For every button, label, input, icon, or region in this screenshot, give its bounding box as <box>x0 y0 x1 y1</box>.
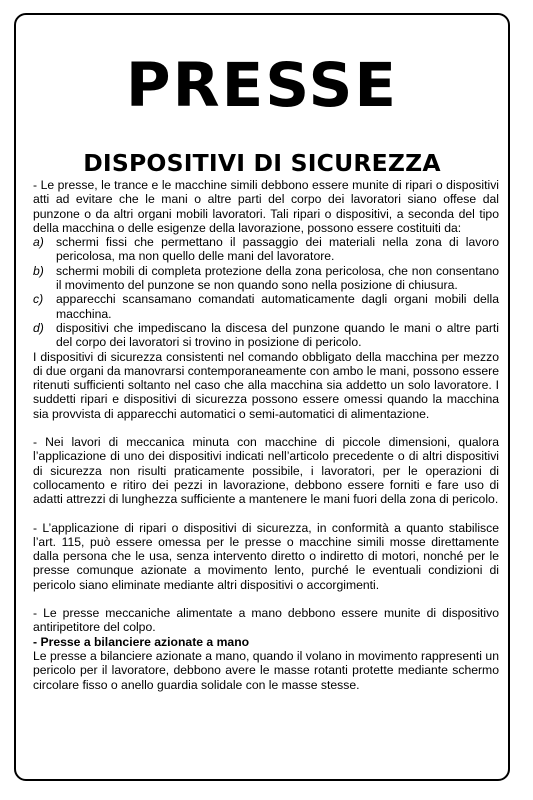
two-hands-paragraph: I dispositivi di sicurezza consistenti nel comando obbligato della macchina per mezzo di due organi da manovrarsi contemporaneamente con ambo le mani, possono essere ritenuti sufficienti soltanto nel caso che alla macchina sia addetto un solo lavoratore. I suddetti ripari e dispositivi di sicurezza possono essere omessi quando la macchina sia provvista di apparecchi automatici o semi-automatici di alimentazione. <box>33 349 499 421</box>
sign-subtitle: DISPOSITIVI DI SICUREZZA <box>83 149 441 177</box>
list-item <box>33 235 499 264</box>
list-item <box>33 264 499 293</box>
balance-presses-paragraph: Le presse a bilanciere azionate a mano, quando il volano in movimento rappresenti un pericolo per il lavoratore, debbono avere le masse rotanti protette mediante schermo circolare fisso o anello guardia solidale con le masse stesse. <box>33 648 499 692</box>
art115-paragraph: - L’applicazione di ripari o dispositivi di sicurezza, in conformità a quanto stabilisce l’art. 115, può essere omessa per le presse o macchine simili mosse direttamente dalla persona che le usa, senza intervento diretto o indiretto di motori, nonché per le presse comunque azionate a movimento lento, purché le eventuali condizioni di pericolo siano eliminate mediante altri dispositivi o accorgimenti. <box>33 520 499 592</box>
list-item-letter: d) <box>33 320 44 335</box>
mechanical-presses-paragraph: - Le presse meccaniche alimentate a mano debbono essere munite di dispositivo antiripetitore del colpo. <box>33 606 499 635</box>
balance-presses-heading: - Presse a bilanciere azionate a mano <box>33 634 250 649</box>
sign-body <box>33 178 499 692</box>
list-item-letter: c) <box>33 292 44 307</box>
list-item-text: schermi mobili di completa protezione della zona pericolosa, che non consentano il movimento del punzone se non quando sono nella posizione di chiusura. <box>56 263 499 293</box>
intro-paragraph: - Le presse, le trance e le macchine simili debbono essere munite di ripari o dispositivi atti ad evitare che le mani o altre parti del corpo dei lavoratori siano offese dal punzone o da altri organi mobili lavoratori. Tali ripari o dispositivi, a seconda del tipo della macchina o delle esigenze della lavorazione, possono essere costituiti da: <box>33 178 499 235</box>
minute-mechanics-paragraph: - Nei lavori di meccanica minuta con macchine di piccole dimensioni, qualora l’applicazione di uno dei dispositivi indicati nell’articolo precedente o di altri dispositivi di sicurezza non risulti praticamente possibile, i lavoratori, per le operazioni di collocamento e ritiro dei pezzi in lavorazione, debbono essere forniti e fare uso di adatti attrezzi di lunghezza sufficiente a mantenere le mani fuori della zona di pericolo. <box>33 435 499 507</box>
list-item-text: schermi fissi che permettano il passaggio dei materiali nella zona di lavoro pericolosa, ma non quello delle mani del lavoratore. <box>56 235 499 264</box>
list-item <box>33 292 499 321</box>
sign-title: PRESSE <box>125 50 399 121</box>
list-item-text: dispositivi che impediscano la discesa del punzone quando le mani o altre parti del corpo dei lavoratori si trovino in posizione di pericolo. <box>56 320 499 350</box>
device-list <box>33 235 499 349</box>
list-item-letter: a) <box>33 235 44 250</box>
list-item-text: apparecchi scansamano comandati automaticamente dagli organi mobili della macchina. <box>56 292 499 321</box>
list-item-letter: b) <box>33 263 44 278</box>
list-item <box>33 321 499 350</box>
